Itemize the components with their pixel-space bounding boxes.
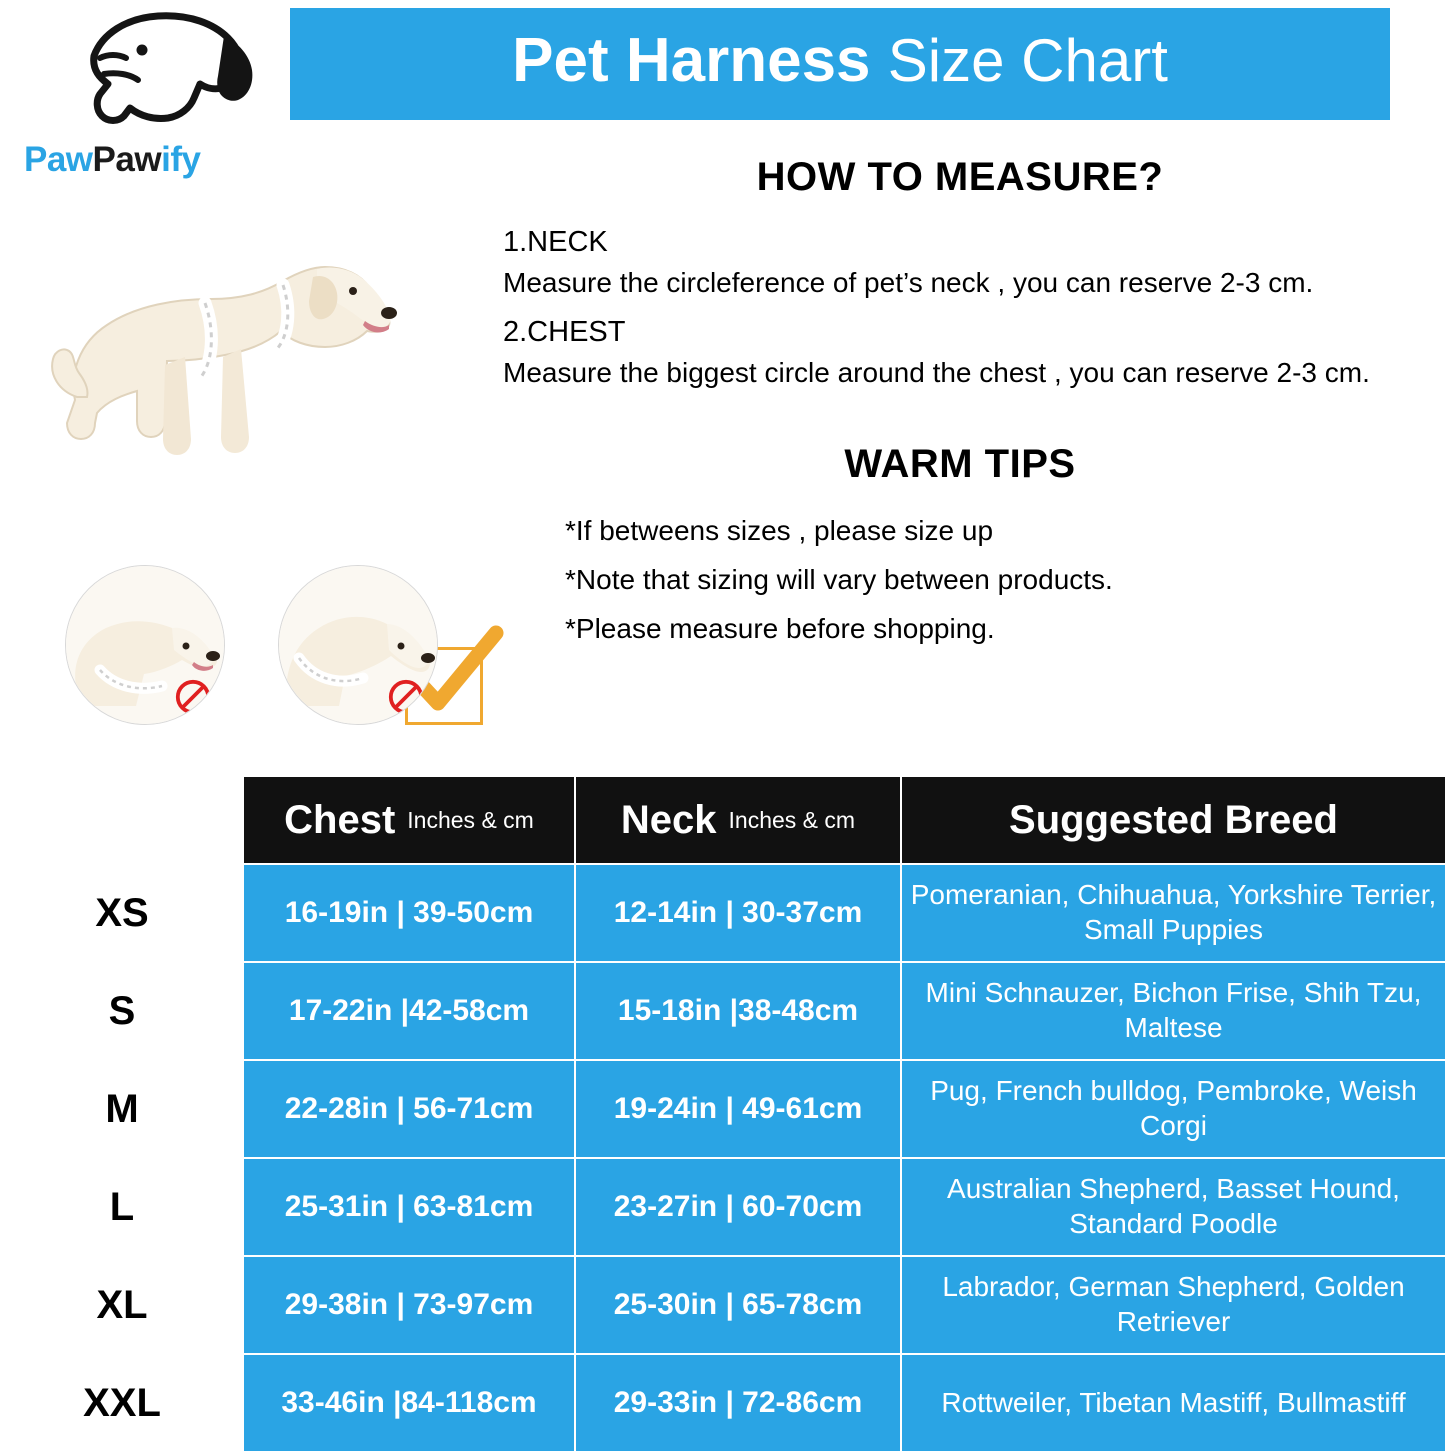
- row-chest-xxl: 33-46in |84-118cm: [243, 1354, 575, 1452]
- table-header-row: [1, 776, 1445, 864]
- row-size-xxl: XXL: [1, 1354, 243, 1452]
- measure-item-chest-title: 2.CHEST: [503, 316, 626, 348]
- table-header-neck-unit: Inches & cm: [728, 806, 856, 833]
- measure-item-chest: [495, 316, 1425, 390]
- table-header-chest-unit: Inches & cm: [407, 806, 534, 833]
- measure-item-neck-body: Measure the circleference of pet’s neck , you can reserve 2-3 cm.: [503, 267, 1314, 298]
- row-size-l: L: [1, 1158, 243, 1256]
- row-breed-l: Australian Shepherd, Basset Hound, Standard Poodle: [901, 1158, 1445, 1256]
- row-neck-l: 23-27in | 60-70cm: [575, 1158, 901, 1256]
- table-header-neck-label: Neck: [620, 797, 717, 842]
- page-title: [512, 26, 1168, 98]
- brand-logo: [10, 8, 290, 193]
- brand-name-part2: Paw: [92, 140, 162, 179]
- how-to-measure-heading: HOW TO MEASURE?: [756, 155, 1164, 199]
- measure-item-neck-title: 1.NECK: [503, 226, 608, 258]
- brand-name: [24, 140, 200, 180]
- measure-item-chest-body: Measure the biggest circle around the chest , you can reserve 2-3 cm.: [503, 357, 1370, 388]
- row-size-xs: XS: [1, 864, 243, 962]
- table-header-breed: [901, 776, 1445, 864]
- table-row: [1, 1158, 1445, 1256]
- row-neck-m: 19-24in | 49-61cm: [575, 1060, 901, 1158]
- warm-tip-1: *If betweens sizes , please size up: [565, 515, 994, 546]
- warm-tip-3: *Please measure before shopping.: [565, 613, 995, 644]
- row-chest-xl: 29-38in | 73-97cm: [243, 1256, 575, 1354]
- table-header-size: [1, 776, 243, 864]
- row-size-m: M: [1, 1060, 243, 1158]
- page-title-light: Size Chart: [887, 27, 1168, 94]
- table-header-neck: [575, 776, 901, 864]
- incorrect-example-1: [65, 565, 225, 725]
- row-chest-s: 17-22in |42-58cm: [243, 962, 575, 1060]
- size-chart-table: [0, 775, 1445, 1453]
- no-entry-icon: [387, 678, 425, 716]
- row-breed-s: Mini Schnauzer, Bichon Frise, Shih Tzu, Maltese: [901, 962, 1445, 1060]
- page-title-bold: Pet Harness: [512, 26, 888, 95]
- row-breed-xl: Labrador, German Shepherd, Golden Retriever: [901, 1256, 1445, 1354]
- measure-illustration: [20, 215, 490, 735]
- row-neck-s: 15-18in |38-48cm: [575, 962, 901, 1060]
- row-breed-xxl: Rottweiler, Tibetan Mastiff, Bullmastiff: [901, 1354, 1445, 1452]
- table-row: [1, 864, 1445, 962]
- row-size-xl: XL: [1, 1256, 243, 1354]
- row-breed-m: Pug, French bulldog, Pembroke, Weish Corgi: [901, 1060, 1445, 1158]
- table-row: [1, 1354, 1445, 1452]
- brand-name-part3: ify: [161, 140, 201, 179]
- brand-name-part1: Paw: [24, 140, 93, 179]
- table-row: [1, 1060, 1445, 1158]
- warm-tips-heading: WARM TIPS: [844, 442, 1076, 486]
- no-entry-icon: [174, 678, 212, 716]
- table-header-breed-label: Suggested Breed: [1009, 797, 1338, 842]
- warm-tip-2: *Note that sizing will vary between products.: [565, 564, 1113, 595]
- row-neck-xs: 12-14in | 30-37cm: [575, 864, 901, 962]
- incorrect-example-2: [278, 565, 438, 725]
- table-header-chest-label: Chest: [284, 797, 396, 842]
- table-row: [1, 962, 1445, 1060]
- table-header-chest: [243, 776, 575, 864]
- table-row: [1, 1256, 1445, 1354]
- instructions-column: [495, 155, 1425, 660]
- measure-item-neck: [495, 226, 1425, 300]
- row-chest-m: 22-28in | 56-71cm: [243, 1060, 575, 1158]
- row-neck-xxl: 29-33in | 72-86cm: [575, 1354, 901, 1452]
- header-banner: [290, 8, 1390, 120]
- row-chest-xs: 16-19in | 39-50cm: [243, 864, 575, 962]
- row-size-s: S: [1, 962, 243, 1060]
- row-neck-xl: 25-30in | 65-78cm: [575, 1256, 901, 1354]
- row-breed-xs: Pomeranian, Chihuahua, Yorkshire Terrier, Small Puppies: [901, 864, 1445, 962]
- row-chest-l: 25-31in | 63-81cm: [243, 1158, 575, 1256]
- dog-side-view-image: [45, 225, 405, 510]
- dog-head-icon: [82, 12, 257, 130]
